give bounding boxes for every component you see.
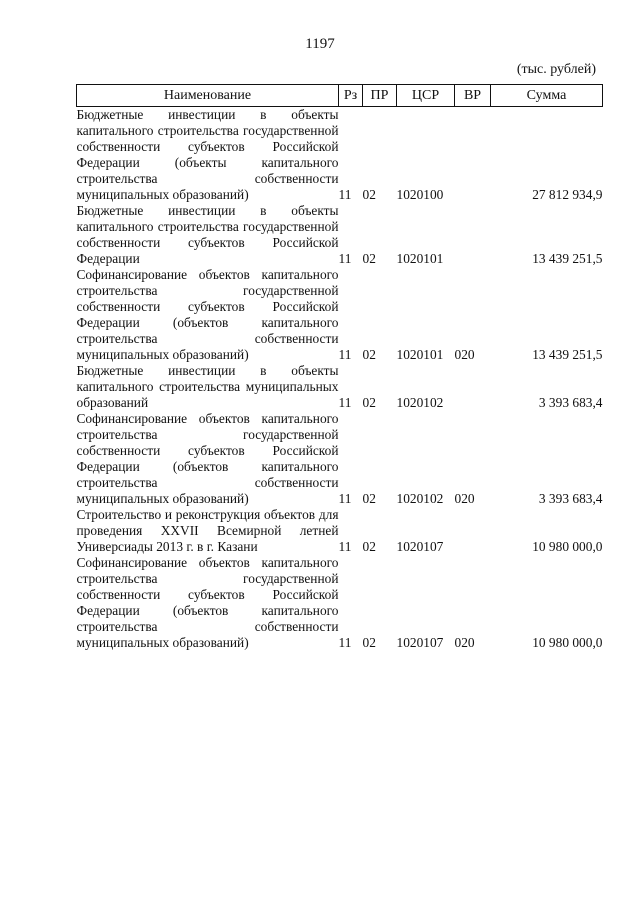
row-vr	[455, 507, 491, 555]
budget-table	[76, 84, 603, 651]
row-vr: 020	[454, 491, 475, 506]
row-csr: 1020102	[396, 395, 444, 410]
header-pr: ПР	[363, 85, 397, 107]
row-sum: 3 393 683,4	[538, 491, 603, 506]
row-csr: 1020100	[396, 187, 444, 202]
row-rz: 11	[338, 539, 352, 554]
row-pr: 02	[362, 251, 376, 266]
row-name: Бюджетные инвестиции в объекты капитального строительства муниципальных образований	[76, 363, 339, 410]
row-rz: 11	[338, 395, 352, 410]
row-sum: 27 812 934,9	[532, 187, 603, 202]
row-pr: 02	[362, 539, 376, 554]
row-vr: 020	[454, 347, 475, 362]
units-label: (тыс. рублей)	[516, 62, 596, 77]
table-row	[77, 107, 603, 204]
row-csr: 1020107	[396, 539, 444, 554]
row-rz: 11	[338, 347, 352, 362]
row-csr: 1020102	[396, 491, 444, 506]
row-csr: 1020107	[396, 635, 444, 650]
row-rz: 11	[338, 251, 352, 266]
row-name: Софинансирование объектов капитального строительства государственной собственности субъектов Российской Федерации (объектов капитального строительства собственности муниципальных образований)	[76, 555, 339, 650]
page-number: 1197	[305, 36, 335, 52]
row-vr	[455, 363, 491, 411]
row-name: Софинансирование объектов капитального строительства государственной собственности субъектов Российской Федерации (объектов капитального строительства собственности муниципальных образований)	[76, 267, 339, 362]
header-sum: Сумма	[491, 85, 603, 107]
header-vr: ВР	[455, 85, 491, 107]
table-body	[77, 107, 603, 652]
header-rz: Рз	[339, 85, 363, 107]
row-pr: 02	[362, 187, 376, 202]
table-row	[77, 267, 603, 363]
row-sum: 3 393 683,4	[538, 395, 603, 410]
row-csr: 1020101	[396, 251, 444, 266]
row-csr: 1020101	[396, 347, 444, 362]
row-vr	[455, 203, 491, 267]
row-sum: 10 980 000,0	[532, 539, 603, 554]
table-row	[77, 555, 603, 651]
row-pr: 02	[362, 491, 376, 506]
table-row	[77, 203, 603, 267]
row-sum: 13 439 251,5	[532, 251, 603, 266]
header-name: Наименование	[77, 85, 339, 107]
table-header	[77, 85, 603, 107]
row-name: Бюджетные инвестиции в объекты капитального строительства государственной собственности субъектов Российской Федерации (объекты капитального строительства собственности муниципальных образований)	[76, 107, 339, 202]
row-rz: 11	[338, 187, 352, 202]
row-name: Бюджетные инвестиции в объекты капитального строительства государственной собственности субъектов Российской Федерации	[76, 203, 339, 266]
row-vr	[455, 107, 491, 204]
row-rz: 11	[338, 491, 352, 506]
row-sum: 10 980 000,0	[532, 635, 603, 650]
header-csr: ЦСР	[397, 85, 455, 107]
row-pr: 02	[362, 347, 376, 362]
row-rz: 11	[338, 635, 352, 650]
table-row	[77, 411, 603, 507]
table-row	[77, 363, 603, 411]
row-pr: 02	[362, 395, 376, 410]
row-name: Софинансирование объектов капитального строительства государственной собственности субъектов Российской Федерации (объектов капитального строительства собственности муниципальных образований)	[76, 411, 339, 506]
row-name: Строительство и реконструкция объектов для проведения XXVII Всемирной летней Универсиады 2013 г. в г. Казани	[76, 507, 339, 554]
row-sum: 13 439 251,5	[532, 347, 603, 362]
row-pr: 02	[362, 635, 376, 650]
row-vr: 020	[454, 635, 475, 650]
table-row	[77, 507, 603, 555]
